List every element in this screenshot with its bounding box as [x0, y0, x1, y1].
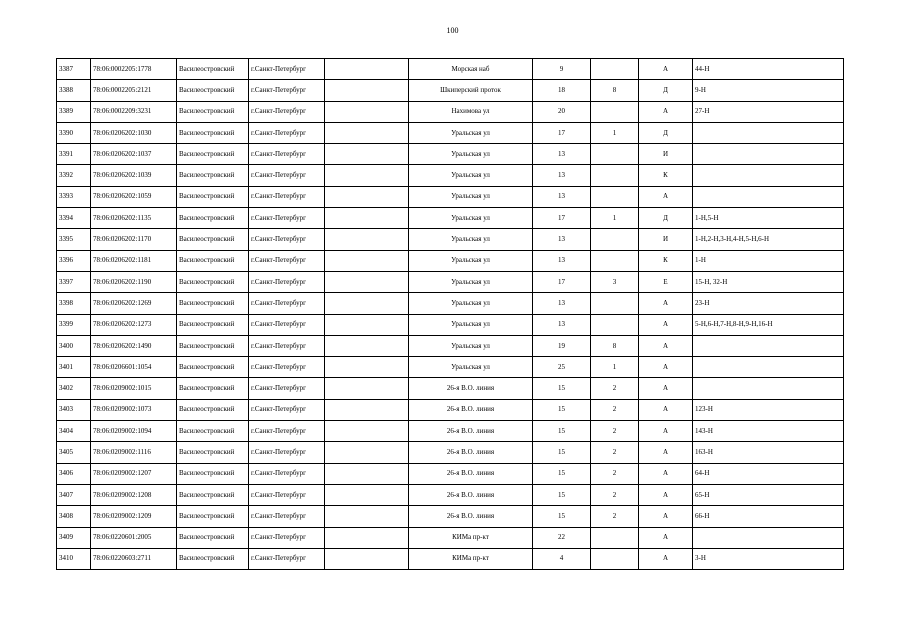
house-number-cell: 13 [533, 144, 591, 165]
row-number-cell: 3389 [57, 101, 91, 122]
building-number-cell: 2 [591, 378, 639, 399]
city-cell: г.Санкт-Петербург [249, 357, 325, 378]
letter-cell: А [639, 293, 693, 314]
table-row [57, 548, 844, 569]
row-number-cell: 3404 [57, 421, 91, 442]
house-number-cell: 17 [533, 271, 591, 292]
street-cell: Уральская ул [409, 186, 533, 207]
street-cell: Уральская ул [409, 314, 533, 335]
empty-cell [325, 484, 409, 505]
cadastral-number-cell: 78:06:0206202:1190 [91, 271, 177, 292]
district-cell: Василеостровский [177, 59, 249, 80]
table-row [57, 186, 844, 207]
letter-cell: А [639, 101, 693, 122]
premises-cell: 1-Н [693, 250, 844, 271]
building-number-cell [591, 314, 639, 335]
house-number-cell: 15 [533, 442, 591, 463]
street-cell: 26-я В.О. линия [409, 378, 533, 399]
city-cell: г.Санкт-Петербург [249, 506, 325, 527]
letter-cell: А [639, 314, 693, 335]
cadastral-number-cell: 78:06:0206202:1269 [91, 293, 177, 314]
table-row [57, 101, 844, 122]
street-cell: Уральская ул [409, 229, 533, 250]
table-row [57, 208, 844, 229]
district-cell: Василеостровский [177, 229, 249, 250]
city-cell: г.Санкт-Петербург [249, 442, 325, 463]
letter-cell: А [639, 506, 693, 527]
street-cell: 26-я В.О. линия [409, 506, 533, 527]
table-row [57, 463, 844, 484]
letter-cell: А [639, 484, 693, 505]
premises-cell [693, 122, 844, 143]
building-number-cell: 2 [591, 399, 639, 420]
house-number-cell: 13 [533, 186, 591, 207]
city-cell: г.Санкт-Петербург [249, 335, 325, 356]
city-cell: г.Санкт-Петербург [249, 208, 325, 229]
empty-cell [325, 250, 409, 271]
table-row [57, 59, 844, 80]
table-row [57, 484, 844, 505]
premises-cell: 44-Н [693, 59, 844, 80]
premises-cell [693, 378, 844, 399]
premises-cell [693, 335, 844, 356]
cadastral-number-cell: 78:06:0220603:2711 [91, 548, 177, 569]
street-cell: 26-я В.О. линия [409, 399, 533, 420]
row-number-cell: 3397 [57, 271, 91, 292]
row-number-cell: 3401 [57, 357, 91, 378]
city-cell: г.Санкт-Петербург [249, 378, 325, 399]
district-cell: Василеостровский [177, 250, 249, 271]
letter-cell: А [639, 357, 693, 378]
empty-cell [325, 229, 409, 250]
street-cell: 26-я В.О. линия [409, 442, 533, 463]
district-cell: Василеостровский [177, 399, 249, 420]
city-cell: г.Санкт-Петербург [249, 101, 325, 122]
letter-cell: А [639, 335, 693, 356]
building-number-cell: 8 [591, 335, 639, 356]
cadastral-number-cell: 78:06:0206202:1059 [91, 186, 177, 207]
district-cell: Василеостровский [177, 208, 249, 229]
cadastral-number-cell: 78:06:0206202:1037 [91, 144, 177, 165]
city-cell: г.Санкт-Петербург [249, 527, 325, 548]
letter-cell: Д [639, 80, 693, 101]
city-cell: г.Санкт-Петербург [249, 80, 325, 101]
premises-cell: 1-Н,5-Н [693, 208, 844, 229]
house-number-cell: 15 [533, 399, 591, 420]
letter-cell: А [639, 527, 693, 548]
table-row [57, 229, 844, 250]
premises-cell: 3-Н [693, 548, 844, 569]
premises-cell [693, 186, 844, 207]
row-number-cell: 3392 [57, 165, 91, 186]
empty-cell [325, 208, 409, 229]
district-cell: Василеостровский [177, 314, 249, 335]
building-number-cell: 3 [591, 271, 639, 292]
building-number-cell [591, 186, 639, 207]
house-number-cell: 18 [533, 80, 591, 101]
building-number-cell [591, 229, 639, 250]
empty-cell [325, 186, 409, 207]
empty-cell [325, 463, 409, 484]
empty-cell [325, 293, 409, 314]
premises-cell [693, 527, 844, 548]
empty-cell [325, 548, 409, 569]
street-cell: КИМа пр-кт [409, 548, 533, 569]
street-cell: Уральская ул [409, 165, 533, 186]
street-cell: Уральская ул [409, 144, 533, 165]
table-row [57, 335, 844, 356]
empty-cell [325, 122, 409, 143]
house-number-cell: 17 [533, 208, 591, 229]
empty-cell [325, 271, 409, 292]
city-cell: г.Санкт-Петербург [249, 229, 325, 250]
empty-cell [325, 144, 409, 165]
house-number-cell: 17 [533, 122, 591, 143]
street-cell: Морская наб [409, 59, 533, 80]
empty-cell [325, 399, 409, 420]
building-number-cell: 2 [591, 463, 639, 484]
row-number-cell: 3393 [57, 186, 91, 207]
building-number-cell [591, 59, 639, 80]
city-cell: г.Санкт-Петербург [249, 463, 325, 484]
cadastral-number-cell: 78:06:0209002:1208 [91, 484, 177, 505]
street-cell: Уральская ул [409, 250, 533, 271]
premises-cell: 143-Н [693, 421, 844, 442]
empty-cell [325, 314, 409, 335]
letter-cell: Д [639, 208, 693, 229]
letter-cell: А [639, 463, 693, 484]
letter-cell: Е [639, 271, 693, 292]
row-number-cell: 3408 [57, 506, 91, 527]
cadastral-number-cell: 78:06:0002205:1778 [91, 59, 177, 80]
table-row [57, 80, 844, 101]
premises-cell: 9-Н [693, 80, 844, 101]
empty-cell [325, 80, 409, 101]
building-number-cell: 1 [591, 357, 639, 378]
table-row [57, 250, 844, 271]
street-cell: Уральская ул [409, 122, 533, 143]
row-number-cell: 3396 [57, 250, 91, 271]
building-number-cell [591, 144, 639, 165]
letter-cell: К [639, 250, 693, 271]
building-number-cell [591, 250, 639, 271]
row-number-cell: 3391 [57, 144, 91, 165]
empty-cell [325, 59, 409, 80]
empty-cell [325, 421, 409, 442]
house-number-cell: 22 [533, 527, 591, 548]
letter-cell: К [639, 165, 693, 186]
premises-cell [693, 357, 844, 378]
street-cell: Нахимова ул [409, 101, 533, 122]
letter-cell: А [639, 186, 693, 207]
district-cell: Василеостровский [177, 357, 249, 378]
empty-cell [325, 357, 409, 378]
house-number-cell: 15 [533, 506, 591, 527]
house-number-cell: 15 [533, 484, 591, 505]
table-row [57, 314, 844, 335]
row-number-cell: 3409 [57, 527, 91, 548]
table-row [57, 271, 844, 292]
house-number-cell: 13 [533, 293, 591, 314]
street-cell: КИМа пр-кт [409, 527, 533, 548]
row-number-cell: 3407 [57, 484, 91, 505]
city-cell: г.Санкт-Петербург [249, 293, 325, 314]
district-cell: Василеостровский [177, 293, 249, 314]
cadastral-number-cell: 78:06:0209002:1073 [91, 399, 177, 420]
row-number-cell: 3390 [57, 122, 91, 143]
cadastral-number-cell: 78:06:0002205:2121 [91, 80, 177, 101]
house-number-cell: 15 [533, 463, 591, 484]
table-row [57, 399, 844, 420]
table-row [57, 378, 844, 399]
empty-cell [325, 506, 409, 527]
city-cell: г.Санкт-Петербург [249, 399, 325, 420]
building-number-cell: 2 [591, 484, 639, 505]
city-cell: г.Санкт-Петербург [249, 122, 325, 143]
building-number-cell: 8 [591, 80, 639, 101]
district-cell: Василеостровский [177, 271, 249, 292]
cadastral-number-cell: 78:06:0220601:2005 [91, 527, 177, 548]
building-number-cell: 1 [591, 122, 639, 143]
street-cell: 26-я В.О. линия [409, 421, 533, 442]
city-cell: г.Санкт-Петербург [249, 421, 325, 442]
empty-cell [325, 335, 409, 356]
house-number-cell: 19 [533, 335, 591, 356]
cadastral-number-cell: 78:06:0209002:1094 [91, 421, 177, 442]
house-number-cell: 4 [533, 548, 591, 569]
building-number-cell [591, 548, 639, 569]
letter-cell: А [639, 421, 693, 442]
letter-cell: А [639, 399, 693, 420]
district-cell: Василеостровский [177, 186, 249, 207]
row-number-cell: 3406 [57, 463, 91, 484]
street-cell: 26-я В.О. линия [409, 484, 533, 505]
cadastral-number-cell: 78:06:0209002:1207 [91, 463, 177, 484]
letter-cell: А [639, 59, 693, 80]
house-number-cell: 13 [533, 165, 591, 186]
house-number-cell: 25 [533, 357, 591, 378]
premises-cell: 1-Н,2-Н,3-Н,4-Н,5-Н,6-Н [693, 229, 844, 250]
premises-cell: 163-Н [693, 442, 844, 463]
district-cell: Василеостровский [177, 484, 249, 505]
district-cell: Василеостровский [177, 548, 249, 569]
building-number-cell: 2 [591, 442, 639, 463]
city-cell: г.Санкт-Петербург [249, 271, 325, 292]
premises-cell: 5-Н,6-Н,7-Н,8-Н,9-Н,16-Н [693, 314, 844, 335]
city-cell: г.Санкт-Петербург [249, 250, 325, 271]
empty-cell [325, 101, 409, 122]
cadastral-number-cell: 78:06:0206202:1273 [91, 314, 177, 335]
building-number-cell [591, 293, 639, 314]
house-number-cell: 15 [533, 378, 591, 399]
district-cell: Василеостровский [177, 506, 249, 527]
street-cell: Уральская ул [409, 208, 533, 229]
house-number-cell: 20 [533, 101, 591, 122]
house-number-cell: 13 [533, 250, 591, 271]
district-cell: Василеостровский [177, 335, 249, 356]
city-cell: г.Санкт-Петербург [249, 165, 325, 186]
row-number-cell: 3398 [57, 293, 91, 314]
cadastral-number-cell: 78:06:0206202:1039 [91, 165, 177, 186]
row-number-cell: 3403 [57, 399, 91, 420]
letter-cell: И [639, 144, 693, 165]
building-number-cell: 1 [591, 208, 639, 229]
row-number-cell: 3388 [57, 80, 91, 101]
district-cell: Василеостровский [177, 463, 249, 484]
street-cell: 26-я В.О. линия [409, 463, 533, 484]
street-cell: Уральская ул [409, 293, 533, 314]
house-number-cell: 13 [533, 229, 591, 250]
table-row [57, 293, 844, 314]
row-number-cell: 3402 [57, 378, 91, 399]
premises-cell: 15-Н, 32-Н [693, 271, 844, 292]
empty-cell [325, 378, 409, 399]
premises-cell: 27-Н [693, 101, 844, 122]
city-cell: г.Санкт-Петербург [249, 314, 325, 335]
house-number-cell: 13 [533, 314, 591, 335]
table-row [57, 527, 844, 548]
district-cell: Василеостровский [177, 442, 249, 463]
property-register-table [56, 58, 844, 570]
premises-cell: 66-Н [693, 506, 844, 527]
cadastral-number-cell: 78:06:0002209:3231 [91, 101, 177, 122]
row-number-cell: 3399 [57, 314, 91, 335]
district-cell: Василеостровский [177, 378, 249, 399]
row-number-cell: 3405 [57, 442, 91, 463]
table-row [57, 421, 844, 442]
cadastral-number-cell: 78:06:0206202:1135 [91, 208, 177, 229]
building-number-cell: 2 [591, 421, 639, 442]
district-cell: Василеостровский [177, 165, 249, 186]
district-cell: Василеостровский [177, 122, 249, 143]
premises-cell: 64-Н [693, 463, 844, 484]
cadastral-number-cell: 78:06:0206202:1490 [91, 335, 177, 356]
city-cell: г.Санкт-Петербург [249, 548, 325, 569]
cadastral-number-cell: 78:06:0209002:1209 [91, 506, 177, 527]
city-cell: г.Санкт-Петербург [249, 59, 325, 80]
table-row [57, 144, 844, 165]
premises-cell: 23-Н [693, 293, 844, 314]
street-cell: Шкиперский проток [409, 80, 533, 101]
letter-cell: А [639, 442, 693, 463]
building-number-cell [591, 527, 639, 548]
city-cell: г.Санкт-Петербург [249, 144, 325, 165]
cadastral-number-cell: 78:06:0206202:1170 [91, 229, 177, 250]
row-number-cell: 3395 [57, 229, 91, 250]
premises-cell: 123-Н [693, 399, 844, 420]
building-number-cell: 2 [591, 506, 639, 527]
row-number-cell: 3394 [57, 208, 91, 229]
district-cell: Василеостровский [177, 80, 249, 101]
table-row [57, 357, 844, 378]
cadastral-number-cell: 78:06:0209002:1116 [91, 442, 177, 463]
district-cell: Василеостровский [177, 144, 249, 165]
cadastral-number-cell: 78:06:0206601:1054 [91, 357, 177, 378]
table-row [57, 122, 844, 143]
table-row [57, 165, 844, 186]
letter-cell: А [639, 378, 693, 399]
row-number-cell: 3410 [57, 548, 91, 569]
letter-cell: А [639, 548, 693, 569]
street-cell: Уральская ул [409, 335, 533, 356]
house-number-cell: 15 [533, 421, 591, 442]
row-number-cell: 3400 [57, 335, 91, 356]
city-cell: г.Санкт-Петербург [249, 186, 325, 207]
premises-cell [693, 144, 844, 165]
row-number-cell: 3387 [57, 59, 91, 80]
house-number-cell: 9 [533, 59, 591, 80]
premises-cell [693, 165, 844, 186]
building-number-cell [591, 165, 639, 186]
premises-cell: 65-Н [693, 484, 844, 505]
cadastral-number-cell: 78:06:0209002:1015 [91, 378, 177, 399]
district-cell: Василеостровский [177, 101, 249, 122]
cadastral-number-cell: 78:06:0206202:1030 [91, 122, 177, 143]
page-number: 100 [446, 26, 459, 35]
district-cell: Василеостровский [177, 527, 249, 548]
street-cell: Уральская ул [409, 271, 533, 292]
building-number-cell [591, 101, 639, 122]
city-cell: г.Санкт-Петербург [249, 484, 325, 505]
street-cell: Уральская ул [409, 357, 533, 378]
table-body [57, 59, 844, 570]
letter-cell: Д [639, 122, 693, 143]
cadastral-number-cell: 78:06:0206202:1181 [91, 250, 177, 271]
empty-cell [325, 442, 409, 463]
district-cell: Василеостровский [177, 421, 249, 442]
letter-cell: И [639, 229, 693, 250]
table-row [57, 506, 844, 527]
empty-cell [325, 527, 409, 548]
empty-cell [325, 165, 409, 186]
table-row [57, 442, 844, 463]
